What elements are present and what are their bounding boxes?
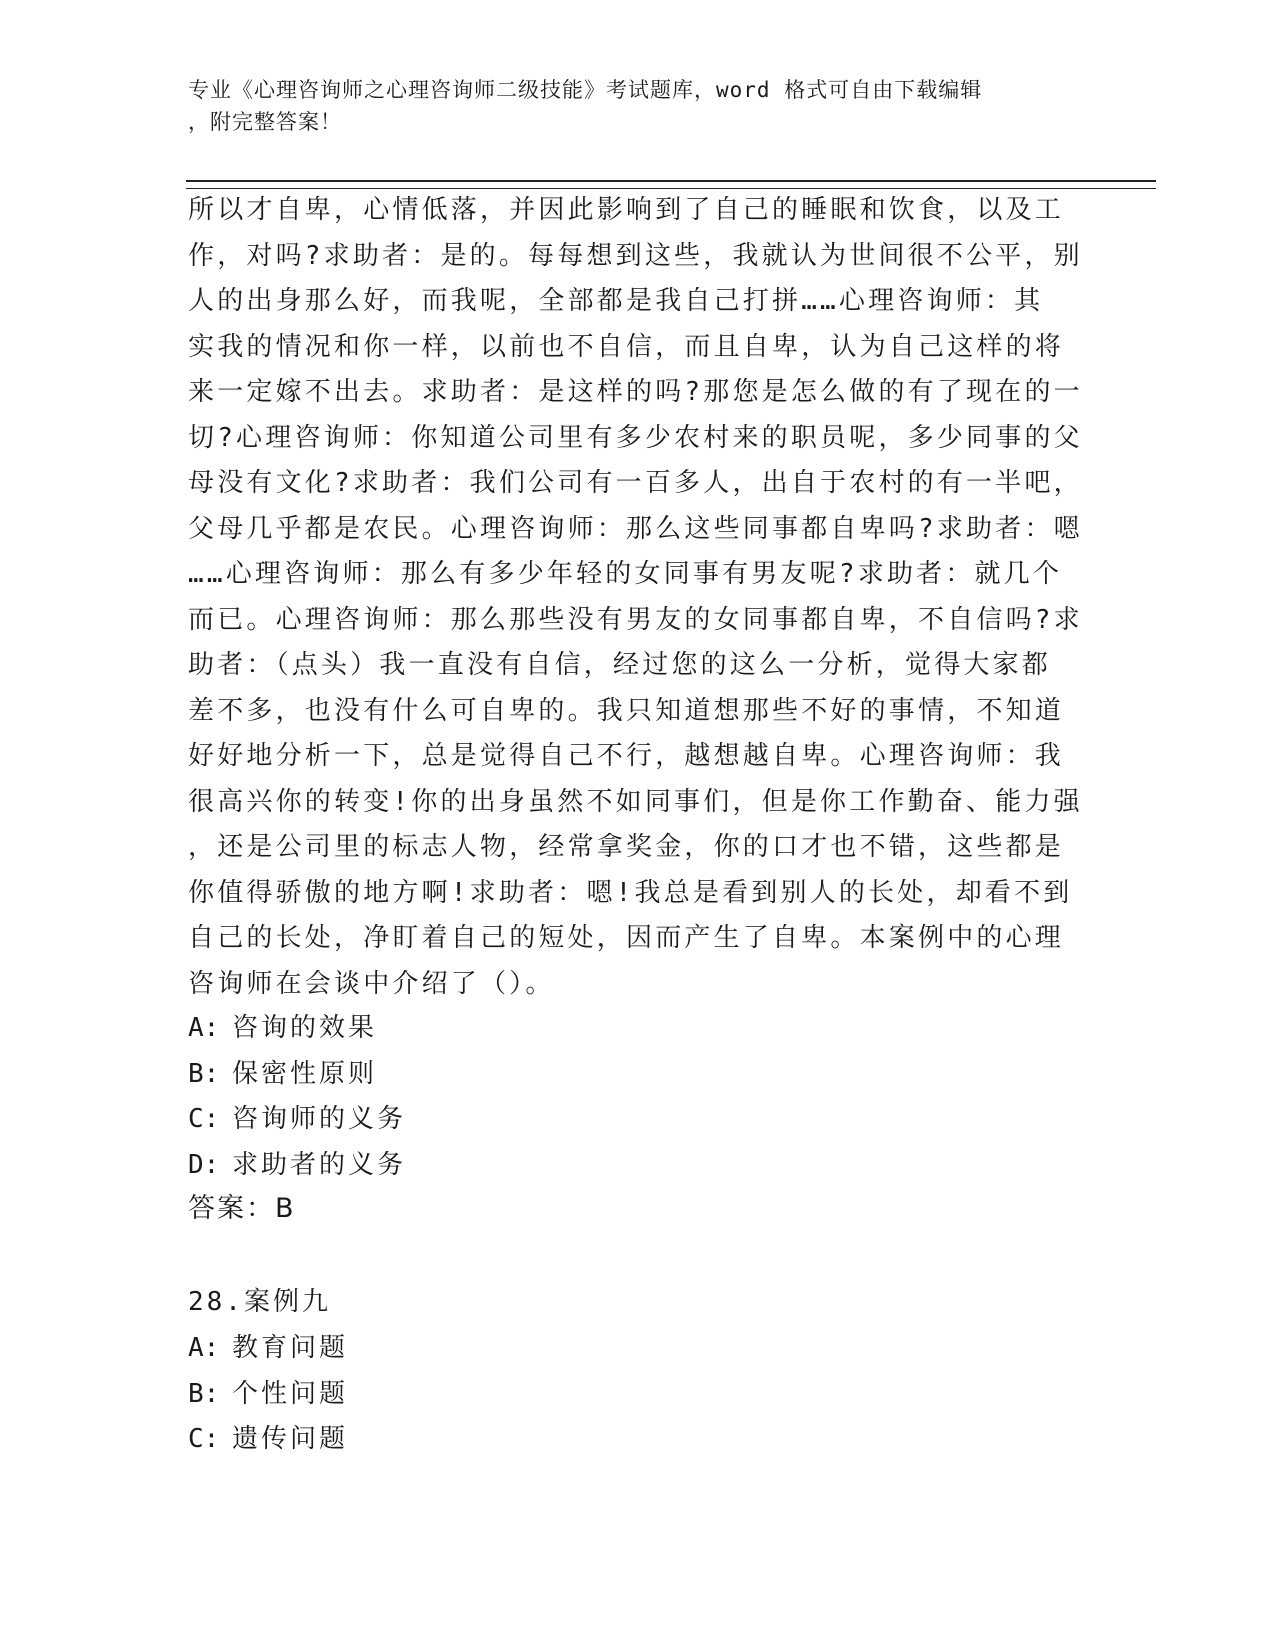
option-text: 保密性原则	[232, 1058, 378, 1089]
header-line-2: ，附完整答案！	[188, 110, 342, 134]
passage-line: 差不多，也没有什么可自卑的。我只知道想那些不好的事情，不知道	[188, 695, 1065, 726]
option-text: 个性问题	[232, 1378, 349, 1409]
passage-line: 切?心理咨询师：你知道公司里有多少农村来的职员呢，多少同事的父	[188, 422, 1083, 453]
passage-line: 母没有文化?求助者：我们公司有一百多人，出自于农村的有一半吧，	[188, 468, 1083, 498]
passage-line: 好好地分析一下，总是觉得自己不行，越想越自卑。心理咨询师：我	[188, 741, 1065, 771]
option-key: A:	[188, 1333, 220, 1363]
passage-line: 作，对吗?求助者：是的。每每想到这些，我就认为世间很不公平，别	[188, 240, 1083, 271]
passage-line: 咨询师在会谈中介绍了（）。	[188, 968, 555, 999]
passage-line: 自己的长处，净盯着自己的短处，因而产生了自卑。本案例中的心理	[188, 923, 1065, 953]
passage-line: 实我的情况和你一样，以前也不自信，而且自卑，认为自己这样的将	[188, 331, 1065, 362]
option-text: 咨询的效果	[232, 1013, 378, 1043]
question-27-passage	[188, 188, 1088, 1007]
option-text: 教育问题	[232, 1333, 349, 1363]
option-key: C:	[188, 1104, 220, 1134]
option-b	[188, 1372, 788, 1418]
passage-line: 人的出身那么好，而我呢，全部都是我自己打拼……心理咨询师：其	[188, 286, 1044, 316]
option-text: 求助者的义务	[232, 1149, 407, 1180]
passage-line: 而已。心理咨询师：那么那些没有男友的女同事都自卑，不自信吗?求	[188, 604, 1083, 635]
option-key: B:	[188, 1058, 220, 1089]
question-28-title: 28.案例九	[188, 1287, 331, 1317]
option-text: 咨询师的义务	[232, 1104, 407, 1134]
option-key: D:	[188, 1149, 220, 1180]
option-c	[188, 1097, 788, 1143]
option-d	[188, 1143, 788, 1189]
option-text: 遗传问题	[232, 1424, 349, 1454]
passage-line: 你值得骄傲的地方啊!求助者：嗯!我总是看到别人的长处，却看不到	[188, 877, 1073, 908]
header-line-1: 专业《心理咨询师之心理咨询师二级技能》考试题库，word 格式可自由下载编辑	[188, 78, 983, 102]
option-key: B:	[188, 1378, 220, 1409]
passage-line: 所以才自卑，心情低落，并因此影响到了自己的睡眠和饮食，以及工	[188, 195, 1065, 225]
passage-line: ……心理咨询师：那么有多少年轻的女同事有男友呢?求助者：就几个	[188, 559, 1063, 589]
passage-line: 很高兴你的转变!你的出身虽然不如同事们，但是你工作勤奋、能力强	[188, 786, 1083, 817]
answer-label: 答案：B	[188, 1193, 296, 1224]
option-key: C:	[188, 1424, 220, 1454]
option-c	[188, 1417, 788, 1463]
option-key: A:	[188, 1013, 220, 1043]
passage-line: 父母几乎都是农民。心理咨询师：那么这些同事都自卑吗?求助者：嗯	[188, 513, 1083, 544]
passage-line: 来一定嫁不出去。求助者：是这样的吗?那您是怎么做的有了现在的一	[188, 377, 1083, 407]
question-28-options	[188, 1326, 788, 1463]
option-a	[188, 1006, 788, 1052]
question-27-options	[188, 1006, 788, 1188]
passage-line: 助者：（点头）我一直没有自信，经过您的这么一分析，觉得大家都	[188, 650, 1052, 680]
page-header	[188, 74, 1068, 138]
option-b	[188, 1052, 788, 1098]
option-a	[188, 1326, 788, 1372]
passage-line: ，还是公司里的标志人物，经常拿奖金，你的口才也不错，这些都是	[188, 832, 1065, 862]
